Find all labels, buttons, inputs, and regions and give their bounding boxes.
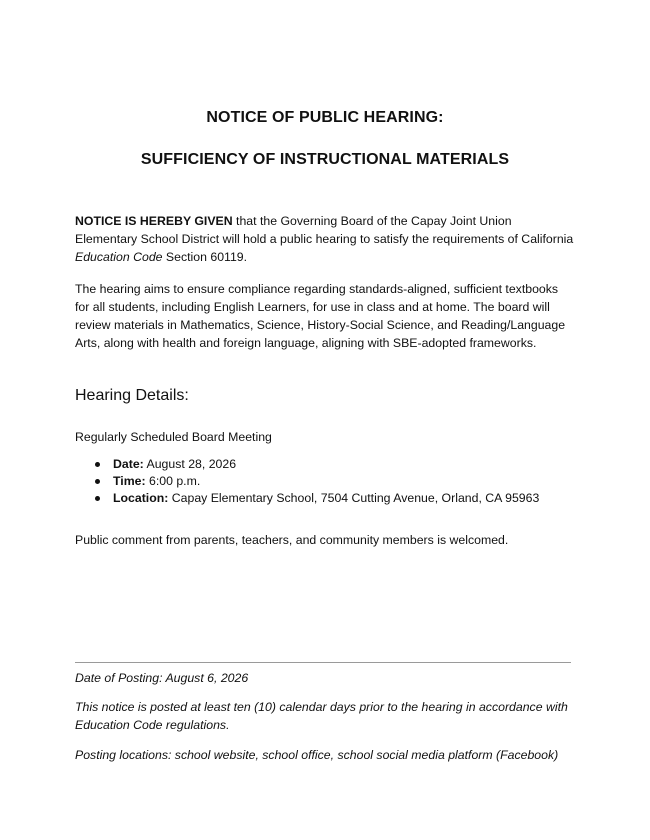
intro-code-italic: Education Code [75, 250, 163, 264]
page-title: NOTICE OF PUBLIC HEARING: [206, 109, 444, 126]
intro-lead: NOTICE IS HEREBY GIVEN [75, 214, 233, 228]
public-comment: Public comment from parents, teachers, and community members is welcomed. [75, 533, 509, 547]
detail-item-date [75, 456, 539, 473]
page-subtitle: SUFFICIENCY OF INSTRUCTIONAL MATERIALS [140, 151, 510, 168]
intro-text-1: that the Governing Board of the Capay Joint Union Elementary School District will hold a public hearing to satisfy the requirements of California [75, 214, 574, 246]
detail-value: 6:00 p.m. [145, 474, 201, 488]
posted-note: This notice is posted at least ten (10) calendar days prior to the hearing in accordance with Education Code regulations. [75, 700, 568, 732]
meeting-type: Regularly Scheduled Board Meeting [75, 430, 272, 444]
detail-label: Time: [113, 474, 146, 488]
intro-text-2: Section 60119. [162, 250, 248, 264]
intro-paragraph [75, 212, 575, 266]
detail-value: August 28, 2026 [143, 457, 237, 471]
hearing-details-heading: Hearing Details: [75, 387, 189, 404]
posting-date: Date of Posting: August 6, 2026 [75, 671, 249, 685]
detail-item-time [75, 473, 539, 490]
detail-item-location [75, 490, 539, 507]
detail-label: Location: [113, 491, 169, 505]
detail-label: Date: [113, 457, 144, 471]
detail-value: Capay Elementary School, 7504 Cutting Avenue, Orland, CA 95963 [168, 491, 540, 505]
aims-paragraph: The hearing aims to ensure compliance regarding standards-aligned, sufficient textbooks for all students, including English Learners, for use in class and at home. The board will review materials in Mathematics, Science, History-Social Science, and Reading/Language Arts, along with health and foreign language, aligning with SBE-adopted frameworks. [75, 282, 566, 350]
footer-divider [75, 662, 571, 663]
hearing-details-list [75, 456, 539, 507]
posting-locations: Posting locations: school website, school office, school social media platform (Facebook) [75, 748, 559, 762]
